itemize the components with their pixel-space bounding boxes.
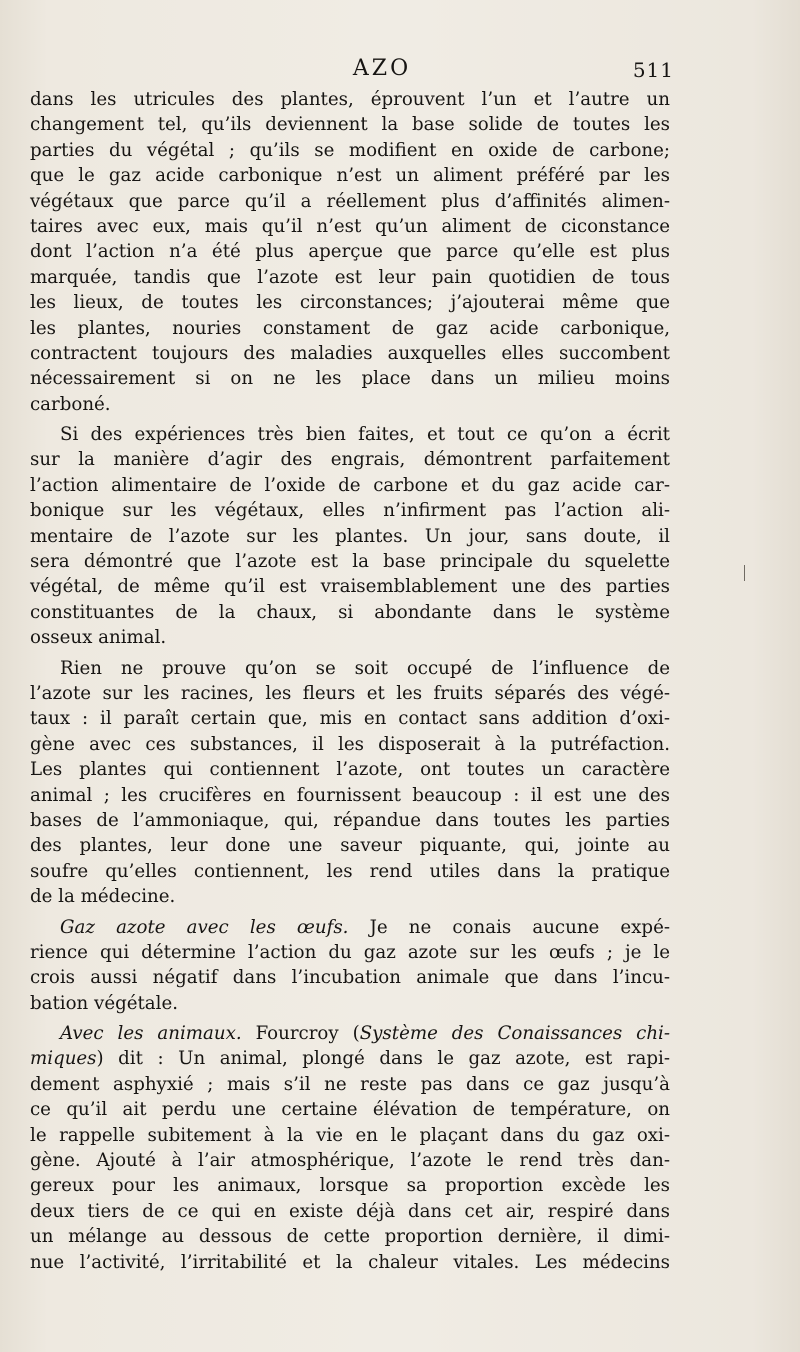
paragraph [30,87,670,417]
text-line: parties du végétal ; qu’ils se modifient en oxide de carbone; [30,139,670,161]
paragraph [30,915,670,1017]
text-line: gène. Ajouté à l’air atmosphérique, l’azote le rend très dan- [30,1150,670,1172]
text-line: les plantes, nouries constament de gaz acide carbonique, [30,317,670,339]
text-line: bation végétale. [30,992,179,1014]
text-run: ) dit : Un animal, plongé dans le gaz azote, est rapi- [96,1048,670,1070]
text-line [30,1046,670,1071]
text-run: Fourcroy ( [241,1023,360,1045]
italic-citation: miques [30,1048,97,1070]
text-line: Rien ne prouve qu’on se soit occupé de l’influence de [60,657,670,679]
text-line: gereux pour les animaux, lorsque sa proportion excède les [30,1175,670,1197]
text-line: marquée, tandis que l’azote est leur pain quotidien de tous [30,266,670,288]
text-line [30,915,670,940]
text-line: constituantes de la chaux, si abondante dans le système [30,601,670,623]
text-line: sur la manière d’agir des engrais, démontrent parfaitement [30,449,670,471]
text-line: taires avec eux, mais qu’il n’est qu’un aliment de ciconstance [30,215,670,237]
text-line: crois aussi négatif dans l’incubation animale que dans l’incu- [30,967,670,989]
text-line: contractent toujours des maladies auxquelles elles succombent [30,342,670,364]
text-run: Je ne conais aucune expé- [348,916,670,938]
text-line: l’azote sur les racines, les fleurs et les fruits séparés des végé- [30,682,670,704]
text-line: mentaire de l’azote sur les plantes. Un jour, sans doute, il [30,525,670,547]
text-line: changement tel, qu’ils deviennent la base solide de toutes les [30,114,670,136]
paragraph [30,656,670,910]
text-line: végétal, de même qu’il est vraisemblablement une des parties [30,576,670,598]
text-line: animal ; les crucifères en fournissent beaucoup : il est une des [30,784,670,806]
text-line: bonique sur les végétaux, elles n’infirment pas l’action ali- [30,500,670,522]
text-line: Si des expériences très bien faites, et tout ce qu’on a écrit [60,424,670,446]
text-line: taux : il paraît certain que, mis en contact sans addition d’oxi- [30,708,670,730]
text-line: dans les utricules des plantes, éprouvent l’un et l’autre un [30,89,670,110]
margin-mark [744,565,745,581]
paragraph [30,1021,670,1275]
italic-citation: Système des Conaissances chi- [359,1023,670,1045]
text-line: soufre qu’elles contiennent, les rend utiles dans la pratique [30,860,670,882]
text-line: nécessairement si on ne les place dans un milieu moins [30,368,670,390]
text-line: sera démontré que l’azote est la base principale du squelette [30,551,670,573]
italic-heading: Gaz azote avec les œufs. [60,916,349,938]
text-line: gène avec ces substances, il les disposerait à la putréfaction. [30,733,670,755]
text-line: les lieux, de toutes les circonstances; j’ajouterai même que [30,292,670,314]
paragraph [30,422,670,651]
text-line: de la médecine. [30,886,176,908]
text-line: l’action alimentaire de l’oxide de carbone et du gaz acide car- [30,474,670,496]
text-line: osseux animal. [30,627,167,649]
text-line: dont l’action n’a été plus aperçue que parce qu’elle est plus [30,241,670,263]
text-line: végétaux que parce qu’il a réellement plus d’affinités alimen- [30,190,670,212]
running-title: AZO [352,56,412,81]
text-line: bases de l’ammoniaque, qui, répandue dans toutes les parties [30,809,670,831]
text-line: dement asphyxié ; mais s’il ne reste pas dans ce gaz jusqu’à [30,1073,670,1095]
text-line [30,1021,670,1046]
text-line: deux tiers de ce qui en existe déjà dans cet air, respiré dans [30,1200,670,1222]
text-line: que le gaz acide carbonique n’est un aliment préféré par les [30,165,670,187]
text-line: des plantes, leur done une saveur piquante, qui, jointe au [30,835,670,857]
text-line: un mélange au dessous de cette proportion dernière, il dimi- [30,1226,670,1248]
page-number: 511 [632,58,674,82]
text-line: le rappelle subitement à la vie en le plaçant dans du gaz oxi- [30,1124,670,1146]
italic-heading: Avec les animaux. [60,1023,242,1045]
page-header [30,56,674,86]
text-line: Les plantes qui contiennent l’azote, ont toutes un caractère [30,759,670,781]
text-line: nue l’activité, l’irritabilité et la chaleur vitales. Les médecins [30,1251,670,1273]
body-text [30,87,670,1275]
text-line: rience qui détermine l’action du gaz azote sur les œufs ; je le [30,941,670,963]
text-line: ce qu’il ait perdu une certaine élévation de température, on [30,1099,670,1121]
text-line: carboné. [30,393,111,415]
